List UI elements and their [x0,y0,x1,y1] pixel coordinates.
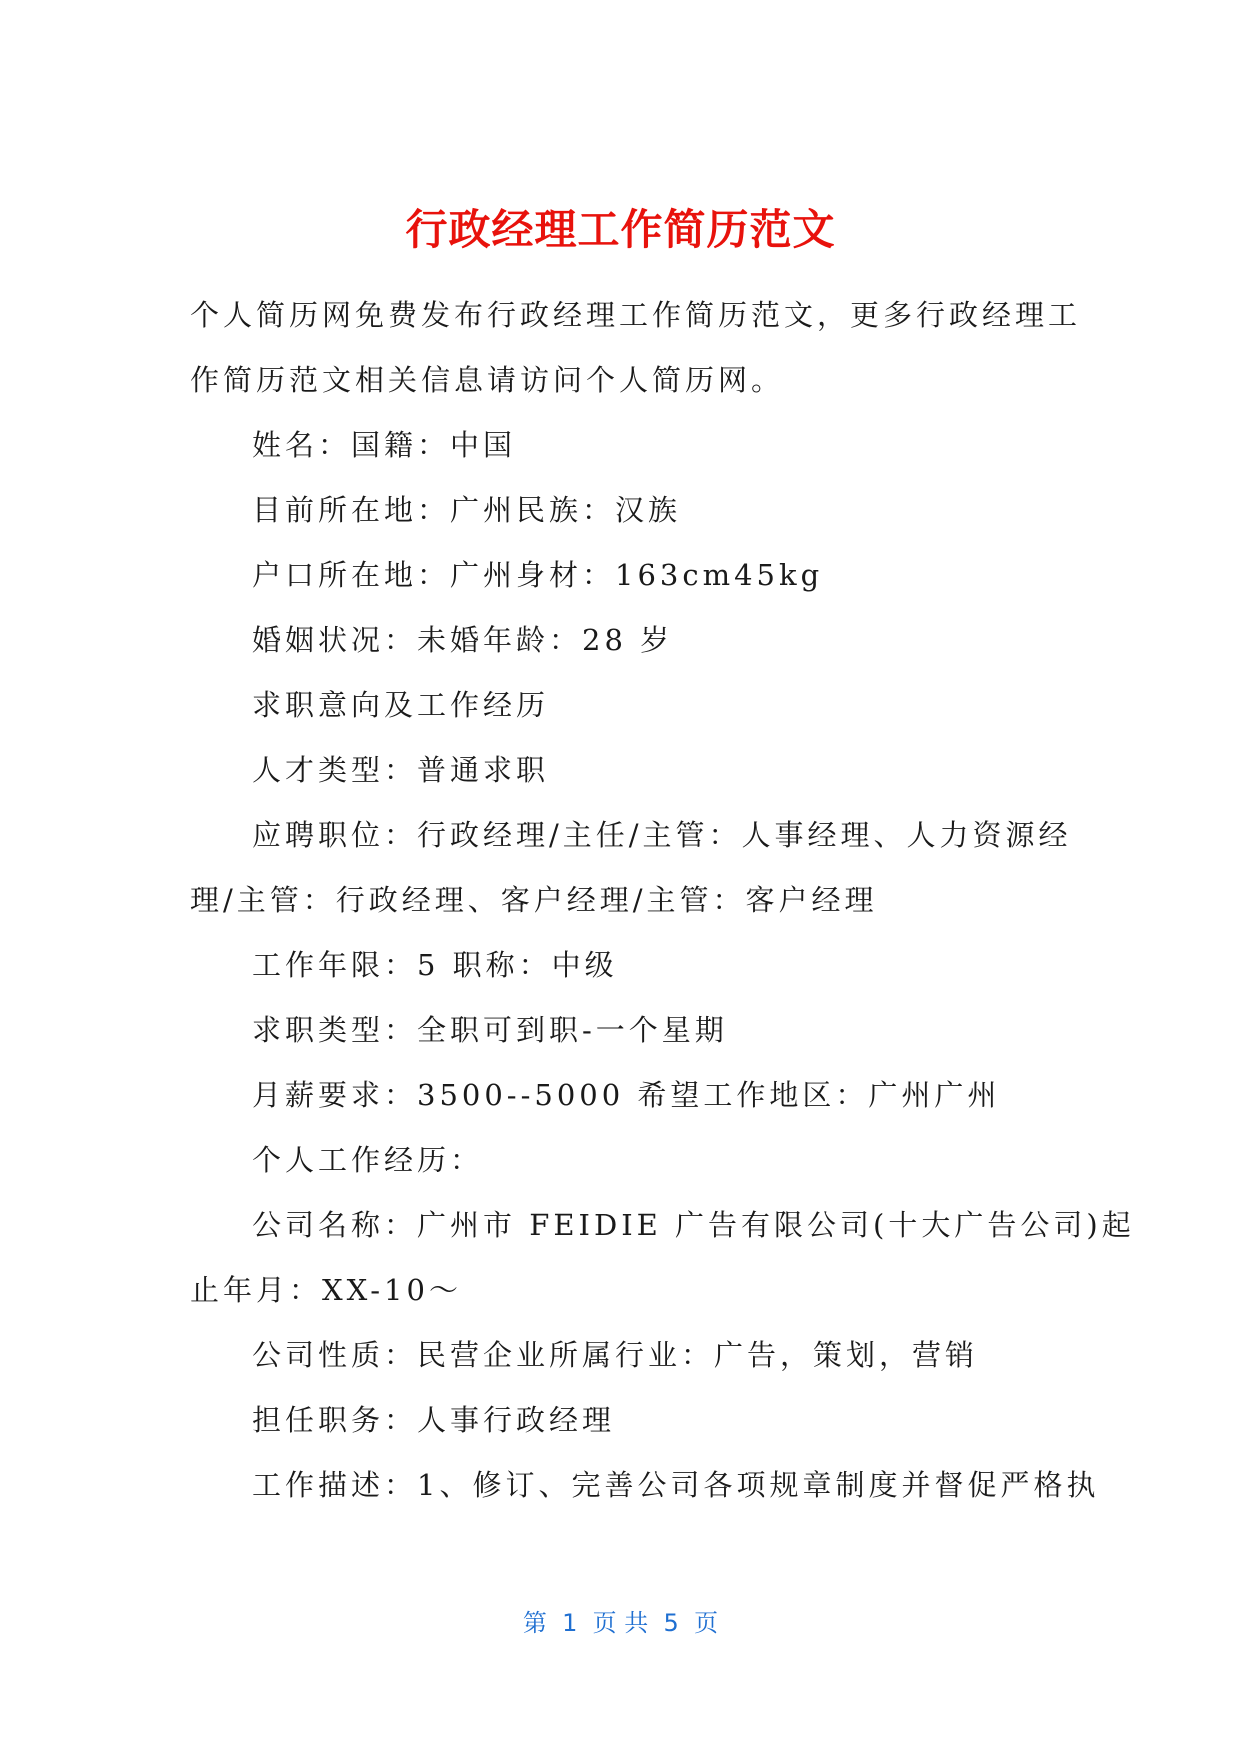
section-heading-intent: 求职意向及工作经历 [252,688,550,722]
name-nationality-line: 姓名：国籍：中国 [252,428,517,462]
company-name-line-1: 公司名称：广州市 FEIDIE 广告有限公司(十大广告公司)起 [252,1208,1135,1242]
job-type-line: 求职类型：全职可到职-一个星期 [252,1013,728,1047]
marital-age-line: 婚姻状况：未婚年龄：28 岁 [252,623,674,657]
salary-area-line: 月薪要求：3500--5000 希望工作地区：广州广州 [252,1078,1001,1112]
years-title-line: 工作年限：5 职称：中级 [252,948,618,982]
document-title: 行政经理工作简历范文 [405,205,836,254]
position-line-1: 应聘职位：行政经理/主任/主管：人事经理、人力资源经 [252,818,1072,852]
hukou-body-line: 户口所在地：广州身材：163cm45kg [252,558,824,592]
talent-type-line: 人才类型：普通求职 [252,753,550,787]
section-heading-experience: 个人工作经历： [252,1143,484,1177]
company-name-line-2: 止年月：XX-10～ [190,1273,462,1307]
location-ethnicity-line: 目前所在地：广州民族：汉族 [252,493,682,527]
intro-line-2: 作简历范文相关信息请访问个人简历网。 [190,363,785,397]
job-duty-line: 担任职务：人事行政经理 [252,1403,616,1437]
position-line-2: 理/主管：行政经理、客户经理/主管：客户经理 [190,883,878,917]
company-nature-line: 公司性质：民营企业所属行业：广告，策划，营销 [252,1338,979,1372]
intro-line-1: 个人简历网免费发布行政经理工作简历范文，更多行政经理工 [190,298,1082,332]
page-number-footer: 第 1 页 共 5 页 [522,1609,719,1637]
job-description-line: 工作描述：1、修订、完善公司各项规章制度并督促严格执 [252,1468,1100,1502]
document-body [190,283,1135,1518]
